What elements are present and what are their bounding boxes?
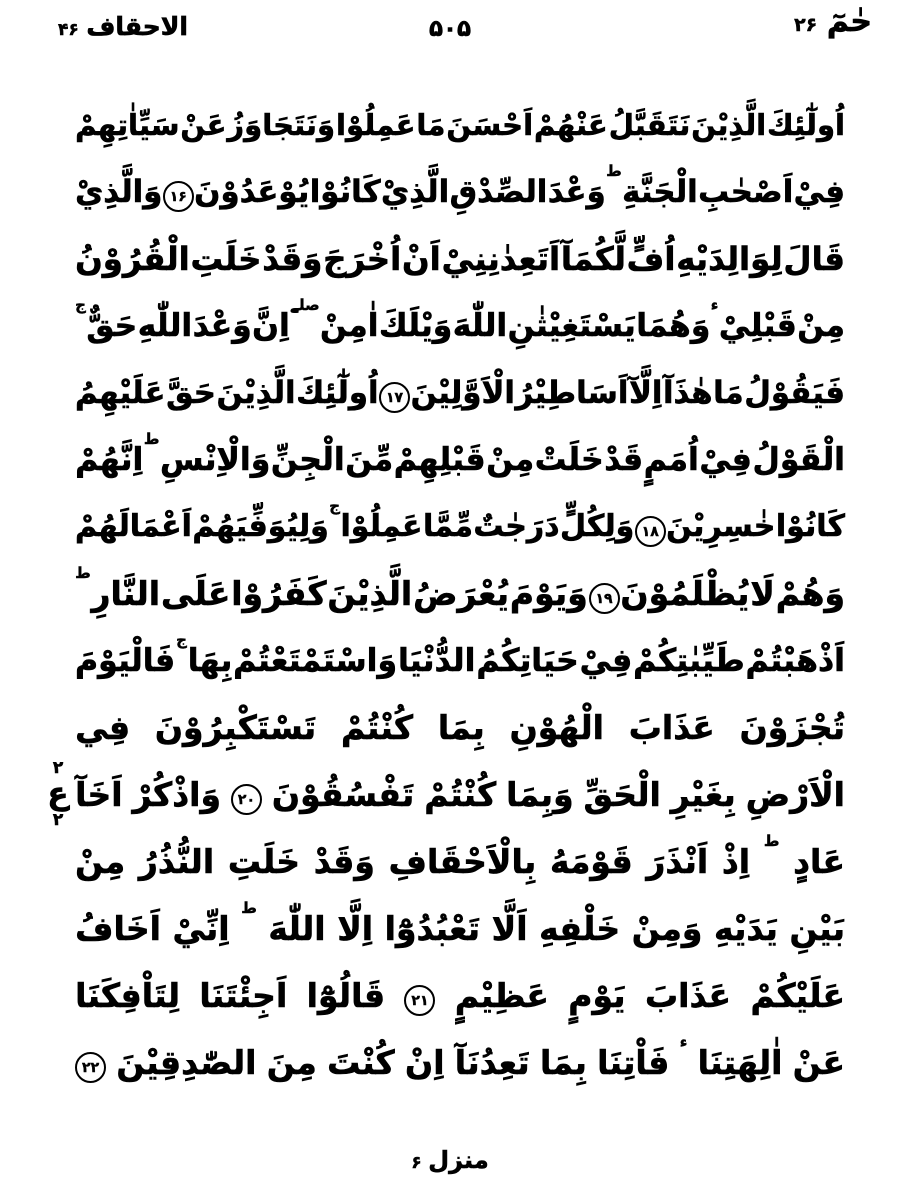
quran-line xyxy=(75,94,845,161)
ruku-margin-marker xyxy=(38,760,78,829)
quran-word: خَلَتِ xyxy=(227,842,301,881)
quran-word: قَالَ xyxy=(783,240,845,278)
quran-word: وَقَدْ xyxy=(262,240,323,278)
quran-word: فِي xyxy=(75,708,131,747)
quran-word: الْهُوْنِ xyxy=(509,708,604,747)
quran-text-block xyxy=(75,94,845,1099)
quran-word: اَلَّا xyxy=(491,909,528,948)
quran-line xyxy=(75,161,845,228)
header-surah-title xyxy=(58,12,188,41)
ayah-number-marker: ۱۷ xyxy=(379,382,410,413)
quran-word: خَلْفِهِ xyxy=(539,909,621,948)
quran-word: اِلَّا xyxy=(337,909,374,948)
quran-word: عَنْهُمْ xyxy=(534,108,608,142)
quran-line xyxy=(75,764,845,831)
quran-word: الصِّدْقِ xyxy=(449,174,548,210)
quran-word: يُعْرَضُ xyxy=(413,574,510,613)
quran-word: فِيْ xyxy=(579,643,633,679)
ayah-number-marker: ۲۰ xyxy=(231,784,262,815)
quran-line xyxy=(75,295,845,362)
quran-word: اللّٰهَ xyxy=(268,909,326,948)
quran-line xyxy=(75,563,845,630)
waqf-mark: ج xyxy=(329,497,341,515)
quran-word: عَلَيْكُمْ xyxy=(750,976,845,1015)
quran-word: عَذَابَ xyxy=(644,976,732,1015)
waqf-mark: صلے xyxy=(290,296,320,314)
quran-word: بِهَا xyxy=(187,643,233,679)
quran-word: بِمَا xyxy=(539,1043,587,1082)
quran-word: النُّذُرُ xyxy=(138,842,215,881)
quran-word: بِالْاَحْقَافِ xyxy=(388,842,537,881)
quran-word: تَفْسُقُوْنَ xyxy=(271,775,415,814)
quran-word: خَلَتِ xyxy=(190,240,262,278)
quran-word: يُظْلَمُوْنَ xyxy=(620,574,750,613)
manzil-label: منزل xyxy=(428,1146,489,1174)
quran-word: مِنْ xyxy=(797,308,845,344)
quran-line xyxy=(75,362,845,429)
quran-line xyxy=(75,898,845,965)
quran-word: مَا xyxy=(416,108,446,142)
quran-word: اَصْحٰبِ xyxy=(698,174,794,210)
quran-word: حَقَّ xyxy=(166,375,216,411)
surah-name: الاحقاف xyxy=(86,12,188,41)
quran-word: وَالْاِنْسِ xyxy=(160,442,271,478)
quran-word: الْاَرْضِ xyxy=(745,775,845,814)
quran-word: مِنْ xyxy=(75,842,126,881)
quran-word: قَبْلِهِمْ xyxy=(393,442,486,478)
quran-word: عَذَابَ xyxy=(628,708,715,747)
ayah-number-marker: ۲۲ xyxy=(75,1052,106,1083)
quran-word: الْجِنِّ xyxy=(270,442,345,478)
quran-word: اَحْسَنَ xyxy=(446,108,534,142)
quran-word: وَالَّذِيْ xyxy=(75,174,163,210)
quran-word: اَتَعِدٰنِنِيْ xyxy=(441,240,561,278)
ayah-number-marker: ۱۹ xyxy=(589,583,620,614)
quran-word: وَقَدْ xyxy=(313,842,375,881)
quran-word: فِيْ xyxy=(699,442,752,478)
quran-word: كُنْتُمْ xyxy=(341,708,414,747)
quran-word: فَيَقُوْلُ xyxy=(744,375,845,411)
quran-word: تَعْبُدُوْٓا xyxy=(384,909,481,948)
quran-word: اَذْهَبْتُمْ xyxy=(745,643,845,679)
quran-word: مِّنَ xyxy=(345,442,394,478)
manzil-number: ۶ xyxy=(411,1153,422,1173)
quran-word: تَعِدُنَآ xyxy=(454,1043,530,1082)
quran-word: الْحَقِّ xyxy=(583,775,661,814)
quran-word: الْقُرُوْنُ xyxy=(75,240,190,278)
quran-word: خٰسِرِيْنَ xyxy=(666,509,776,544)
quran-word: سَيِّاٰتِهِمْ xyxy=(75,108,180,142)
quran-word: وَعْدَ xyxy=(192,308,252,344)
quran-word: اَسَاطِيْرُ xyxy=(515,375,629,411)
quran-word: اُولٰٓئِكَ xyxy=(296,375,379,411)
quran-word: وَاسْتَمْتَعْتُمْ xyxy=(233,643,398,679)
quran-word: وَنَتَجَاوَزُ xyxy=(227,108,336,142)
quran-line xyxy=(75,1032,845,1099)
waqf-mark: ط xyxy=(75,564,91,582)
ruku-lower-number: ۲ xyxy=(52,810,64,830)
quran-word: وَبِمَا xyxy=(506,775,574,814)
quran-word: عَادٍ xyxy=(793,842,845,881)
waqf-mark: ء xyxy=(710,296,719,314)
quran-word: اَجِئْتَنَا xyxy=(199,976,288,1015)
quran-word: الدُّنْيَا xyxy=(397,643,476,679)
quran-word: مِنَ xyxy=(266,1043,317,1082)
waqf-mark: ء xyxy=(679,1033,688,1051)
quran-word: الَّذِيْنَ xyxy=(216,375,296,411)
quran-word: عَنْ xyxy=(792,1043,845,1082)
quran-word: اَنْ xyxy=(401,240,441,278)
quran-word: نَتَقَبَّلُ xyxy=(608,108,691,142)
quran-word: اُخْرَجَ xyxy=(323,240,402,278)
quran-word: اَخَآ xyxy=(75,775,123,814)
quran-word: عَلَيْهِمُ xyxy=(75,375,166,411)
quran-line xyxy=(75,228,845,295)
quran-word: اِنِّيْ xyxy=(172,909,230,948)
quran-word: عَمِلُوْا xyxy=(340,509,423,544)
waqf-mark: ط xyxy=(241,899,257,917)
quran-word: عَظِيْمٍ xyxy=(454,976,549,1015)
quran-word: لَّكُمَآ xyxy=(560,240,626,278)
quran-word: قَوْمَهُ xyxy=(549,842,633,881)
quran-line xyxy=(75,831,845,898)
quran-word: اللّٰهِ xyxy=(137,308,193,344)
quran-word: حَيَاتِكُمُ xyxy=(476,643,579,679)
quran-word: وَهُمَا xyxy=(636,308,711,344)
quran-word: قَبْلِيْ xyxy=(718,308,797,344)
waqf-mark: ط xyxy=(143,430,160,448)
quran-word: اُمَمٍ xyxy=(643,442,699,478)
quran-word: حَقٌّ xyxy=(86,308,138,344)
waqf-mark: ط xyxy=(606,162,622,180)
quran-word: خَلَتْ xyxy=(534,442,604,478)
quran-word: كَانُوْا xyxy=(775,509,845,544)
quran-word: الْجَنَّةِ xyxy=(622,174,698,210)
quran-word: قَالُوْٓا xyxy=(306,976,386,1015)
footer-manzil xyxy=(0,1146,900,1174)
quran-word: لِتَاْفِكَنَا xyxy=(75,976,180,1015)
quran-word: اِذْ xyxy=(721,842,751,881)
quran-word: فَاْتِنَا xyxy=(597,1043,670,1082)
quran-word: وَهُمْ xyxy=(775,574,845,613)
quran-word: النَّارِ xyxy=(91,574,161,613)
quran-word: بِغَيْرِ xyxy=(670,775,736,814)
waqf-mark: ج xyxy=(176,631,187,649)
surah-number: ۴۶ xyxy=(58,20,79,40)
quran-word: يَدَيْهِ xyxy=(713,909,778,948)
quran-word: عَمِلُوْا xyxy=(336,108,416,142)
quran-word: اِنَّ xyxy=(252,308,290,344)
quran-word: لَا xyxy=(750,574,775,613)
quran-word: مِنْ xyxy=(486,442,535,478)
quran-word: اِنْ xyxy=(405,1043,445,1082)
quran-word: اَخَافُ xyxy=(75,909,161,948)
quran-word: اِنَّهُمْ xyxy=(75,442,144,478)
quran-word: بِمَا xyxy=(437,708,485,747)
waqf-mark: ط xyxy=(763,832,780,850)
waqf-mark: ج xyxy=(75,296,86,314)
quran-word: هٰذَآ xyxy=(662,375,713,411)
quran-word: فَالْيَوْمَ xyxy=(75,643,176,679)
quran-word: الْاَوَّلِيْنَ xyxy=(410,375,515,411)
quran-word: طَيِّبٰتِكُمْ xyxy=(633,643,745,679)
quran-word: الَّذِيْنَ xyxy=(691,108,767,142)
ruku-ain-letter: ع xyxy=(47,776,69,812)
quran-word: يَسْتَغِيْثٰنِ xyxy=(507,308,636,344)
ayah-number-marker: ۱۶ xyxy=(163,181,194,212)
quran-word: الْقَوْلُ xyxy=(752,442,845,478)
quran-word: لِوَالِدَيْهِ xyxy=(676,240,783,278)
quran-word: الَّذِيْنَ xyxy=(327,574,413,613)
quran-word: وَيْلَكَ xyxy=(378,308,453,344)
quran-word: كَانُوْا xyxy=(309,174,381,210)
quran-word: اٰلِهَتِنَا xyxy=(697,1043,783,1082)
quran-word: عَنْ xyxy=(180,108,227,142)
quran-word: اللّٰهَ xyxy=(452,308,508,344)
quran-word: اٰمِنْ xyxy=(320,308,379,344)
quran-line xyxy=(75,630,845,697)
ayah-number-marker: ۲۱ xyxy=(404,985,435,1016)
quran-word: دَرَجٰتٌ xyxy=(473,509,560,544)
quran-word: بَيْنِ xyxy=(789,909,845,948)
quran-line xyxy=(75,429,845,496)
quran-word: اِلَّآ xyxy=(628,375,663,411)
quran-line xyxy=(75,697,845,764)
page-number: ۵۰۵ xyxy=(428,16,472,42)
quran-word: تَسْتَكْبِرُوْنَ xyxy=(154,708,317,747)
quran-word: وَيَوْمَ xyxy=(509,574,588,613)
quran-word: قَدْ xyxy=(604,442,644,478)
quran-word: وَعْدَ xyxy=(547,174,606,210)
surah-group-number: ۲۶ xyxy=(794,14,818,36)
quran-word: الصّٰدِقِيْنَ xyxy=(116,1043,257,1082)
quran-word: اَعْمَالَهُمْ xyxy=(75,509,192,544)
quran-word: وَمِنْ xyxy=(631,909,703,948)
quran-word: وَلِكُلٍّ xyxy=(560,509,635,544)
quran-word: اُولٰٓئِكَ xyxy=(767,108,845,142)
surah-group-title: حٰمٓ xyxy=(826,4,872,39)
quran-word: كُنْتَ xyxy=(327,1043,395,1082)
quran-word: وَلِيُوَفِّيَهُمْ xyxy=(192,509,329,544)
quran-line xyxy=(75,496,845,563)
quran-word: مَا xyxy=(713,375,744,411)
quran-word: فِيْ xyxy=(793,174,845,210)
quran-line xyxy=(75,965,845,1032)
ruku-upper-number: ۲ xyxy=(52,758,64,778)
quran-word: يُوْعَدُوْنَ xyxy=(194,174,310,210)
quran-word: وَاذْكُرْ xyxy=(132,775,221,814)
quran-word: كَفَرُوْا xyxy=(231,574,327,613)
quran-word: كُنْتُمْ xyxy=(424,775,497,814)
ayah-number-marker: ۱۸ xyxy=(635,516,666,547)
quran-word: تُجْزَوْنَ xyxy=(739,708,845,747)
quran-word: اَنْذَرَ xyxy=(646,842,709,881)
quran-word: يَوْمٍ xyxy=(568,976,626,1015)
quran-word: عَلَى xyxy=(160,574,231,613)
quran-word: مِّمَّا xyxy=(422,509,473,544)
quran-word: اُفٍّ xyxy=(626,240,676,278)
quran-word: الَّذِيْ xyxy=(381,174,450,210)
